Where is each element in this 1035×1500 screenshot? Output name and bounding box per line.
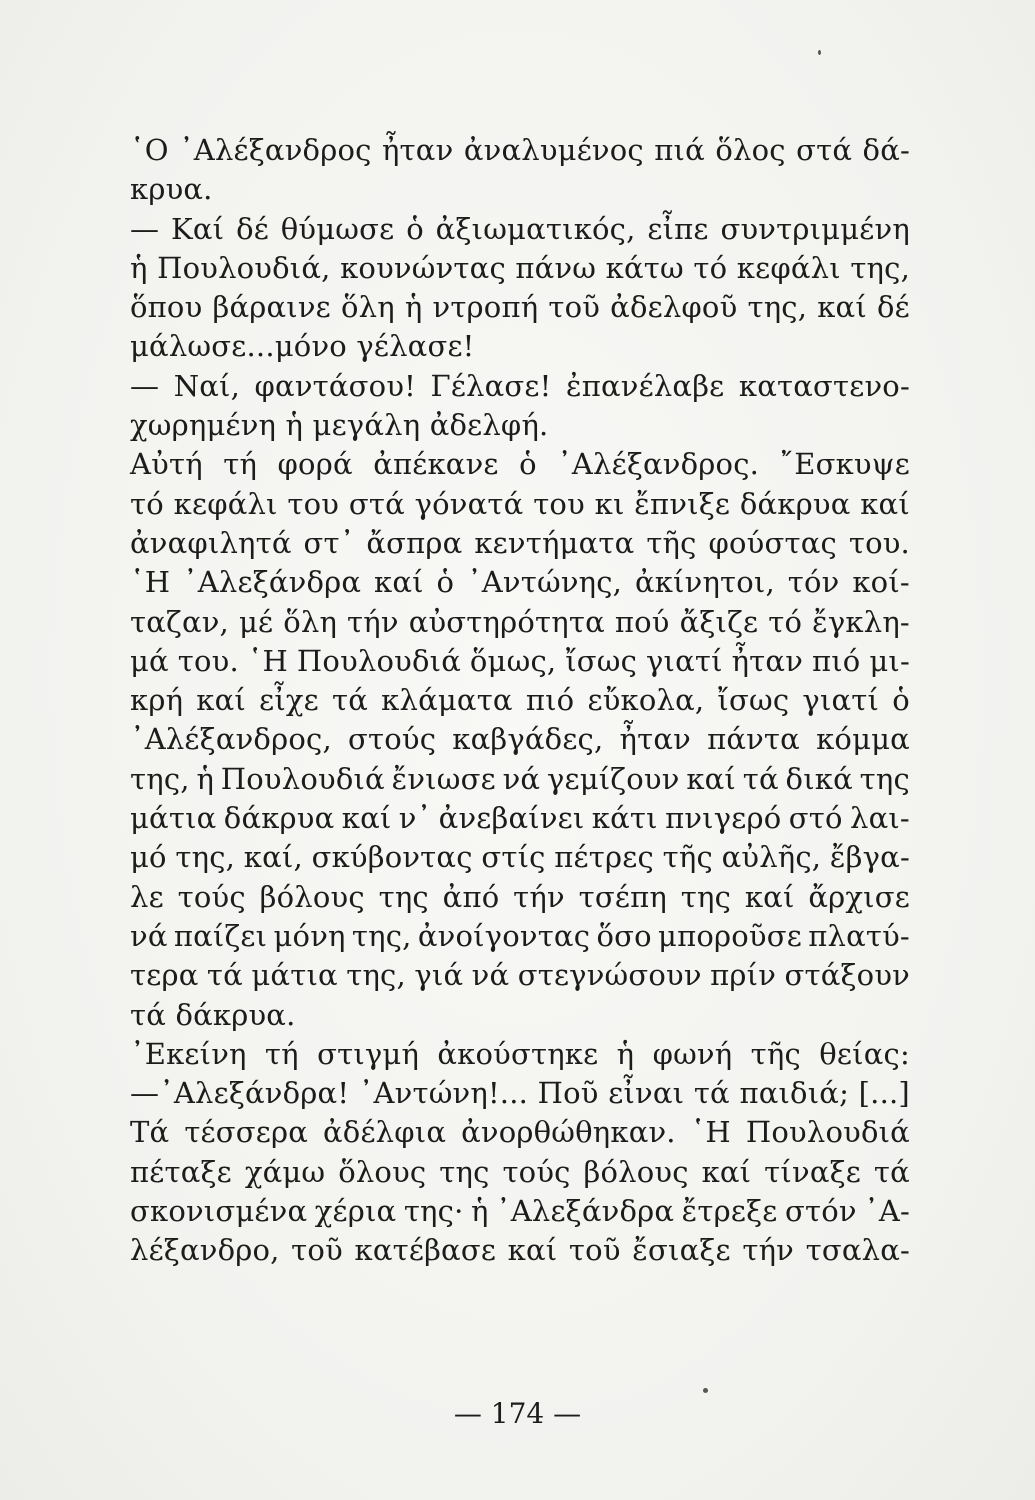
word: στ᾿ bbox=[303, 525, 355, 560]
word: ἀναλυμένος bbox=[463, 133, 644, 167]
word: σκύβοντας bbox=[311, 840, 473, 875]
word: Πουλουδιά bbox=[296, 643, 461, 678]
page-number: — 174 — bbox=[453, 1397, 582, 1430]
text-line bbox=[130, 1035, 910, 1074]
word: στάξουν bbox=[784, 958, 910, 993]
word: αὐστηρότητα bbox=[408, 604, 605, 639]
word: ἀπέκανε bbox=[373, 447, 499, 482]
word: τοῦ bbox=[568, 1233, 621, 1268]
line-text: κρυα. bbox=[130, 172, 213, 207]
word: τούς bbox=[502, 1154, 571, 1189]
word: δέ bbox=[876, 290, 910, 325]
word: τά bbox=[693, 1076, 730, 1111]
word: στίς bbox=[481, 840, 546, 875]
word: της bbox=[680, 879, 732, 914]
word: γιατί bbox=[645, 643, 723, 678]
text-line bbox=[130, 760, 910, 799]
word: πλατύ- bbox=[808, 918, 910, 953]
text-line bbox=[130, 1074, 910, 1113]
word: ὅλη bbox=[340, 290, 395, 325]
word: ᾿Αλεξάνδρα bbox=[183, 565, 362, 600]
word: τά bbox=[332, 683, 369, 718]
word: ἄρχισε bbox=[808, 879, 910, 914]
word: μι- bbox=[869, 643, 910, 678]
word: κεφάλι bbox=[736, 250, 841, 285]
text-line bbox=[130, 720, 910, 759]
word: ἀκούστηκε bbox=[437, 1036, 599, 1071]
text-line bbox=[130, 563, 910, 602]
word: στά bbox=[348, 486, 405, 521]
word: της, bbox=[850, 250, 910, 285]
word: βόλους bbox=[583, 1154, 689, 1189]
word: ταζαν, bbox=[130, 604, 229, 639]
word: τό bbox=[768, 604, 803, 639]
word: τά bbox=[206, 958, 243, 993]
word: συντριμμένη bbox=[720, 211, 910, 246]
text-line bbox=[130, 131, 910, 170]
word: καταστενο- bbox=[738, 368, 910, 403]
word: εὔκολα, bbox=[587, 683, 705, 718]
word: ῾Η bbox=[247, 643, 289, 678]
word: χάμω bbox=[244, 1154, 326, 1189]
word: ὁ bbox=[436, 565, 455, 600]
word: της, bbox=[747, 290, 808, 325]
text-line bbox=[130, 956, 910, 995]
word: ᾿Αντώνη!... bbox=[358, 1076, 529, 1111]
word: δάκρυα bbox=[223, 801, 335, 836]
word: πού bbox=[614, 604, 670, 639]
word: Πουλουδιά bbox=[220, 761, 385, 796]
word: βόλους bbox=[259, 879, 365, 914]
word: ἦταν bbox=[381, 133, 454, 167]
word: της, bbox=[351, 918, 412, 953]
word: νά bbox=[502, 761, 541, 796]
word: του bbox=[533, 486, 585, 521]
word: καί bbox=[817, 290, 867, 325]
word: ἀναφιλητά bbox=[130, 525, 292, 560]
word: καί, bbox=[243, 840, 303, 875]
word: στά bbox=[796, 133, 853, 167]
line-text: τά δάκρυα. bbox=[130, 997, 296, 1032]
word: τήν bbox=[347, 604, 399, 639]
word: ἡ bbox=[616, 1036, 635, 1071]
word: ᾿Εκείνη bbox=[130, 1036, 247, 1071]
text-line bbox=[130, 603, 910, 642]
word: Τά bbox=[130, 1115, 170, 1150]
text-line bbox=[130, 249, 910, 288]
word: ᾿Αλεξάνδρα bbox=[496, 1194, 675, 1229]
word: εἶπε bbox=[647, 211, 709, 246]
word: ὅλους bbox=[338, 1154, 427, 1189]
word: ἡ bbox=[130, 250, 148, 285]
print-speck bbox=[703, 1388, 708, 1393]
word: ᾿Αλέξανδρος bbox=[179, 133, 372, 167]
word: παίζει bbox=[173, 918, 268, 953]
word: φωνή bbox=[652, 1036, 733, 1071]
word: κόμμα bbox=[816, 722, 910, 757]
word: τά bbox=[873, 1154, 910, 1189]
word: κοί- bbox=[852, 565, 910, 600]
word: ὁ bbox=[519, 447, 537, 482]
text-line bbox=[130, 1231, 910, 1270]
word: λε bbox=[130, 879, 164, 914]
word: ἀκίνητοι, bbox=[634, 565, 775, 600]
word: ἀξιωματικός, bbox=[435, 211, 636, 246]
word: κεφάλι bbox=[173, 486, 278, 521]
text-line bbox=[130, 996, 910, 1035]
word: ὁ bbox=[406, 211, 424, 246]
text-line bbox=[130, 1113, 910, 1152]
word: καί bbox=[341, 801, 392, 836]
text-line bbox=[130, 524, 910, 563]
word: Πουλουδιά, bbox=[157, 250, 331, 285]
word: χέρια bbox=[314, 1194, 397, 1229]
word: πιό bbox=[811, 643, 861, 678]
word: της bbox=[378, 879, 429, 914]
text-line bbox=[130, 681, 910, 720]
word: γιά bbox=[414, 958, 464, 993]
word: τίναξε bbox=[764, 1154, 861, 1189]
word: ἔγκλη- bbox=[812, 604, 910, 639]
word: μάτια bbox=[251, 958, 338, 993]
text-line bbox=[130, 799, 910, 838]
word: Αὐτή bbox=[130, 447, 203, 482]
word: στούς bbox=[347, 722, 437, 757]
word: κάτω bbox=[605, 250, 684, 285]
word: κουνώντας bbox=[340, 250, 506, 285]
word: ᾿Αλέξανδρος, bbox=[130, 722, 332, 757]
word: ᾿Α- bbox=[864, 1194, 910, 1229]
word: ῎Εσκυψε bbox=[779, 447, 910, 482]
word: Καί bbox=[171, 211, 225, 246]
word: δάκρυα bbox=[739, 486, 851, 521]
word: κατέβασε bbox=[354, 1233, 497, 1268]
word: του. bbox=[177, 643, 239, 678]
word: ἔβγα- bbox=[829, 840, 910, 875]
word: ἔπνιξε bbox=[634, 486, 731, 521]
word: ἦταν bbox=[619, 722, 691, 757]
word: ῾Ο bbox=[130, 133, 169, 167]
word: γεμίζουν bbox=[546, 761, 680, 796]
text-line bbox=[130, 210, 910, 249]
word: τό bbox=[130, 486, 164, 521]
word: της, bbox=[346, 958, 406, 993]
word: βάραινε bbox=[212, 290, 331, 325]
word: εἶχε bbox=[259, 683, 319, 718]
print-speck bbox=[818, 50, 821, 55]
word: νά bbox=[471, 958, 510, 993]
word: Ναί, bbox=[173, 368, 241, 403]
word: τή bbox=[264, 1036, 299, 1071]
word: τέσσερα bbox=[184, 1115, 309, 1150]
word: ῾Η bbox=[130, 565, 171, 600]
word: ἀδελφοῦ bbox=[610, 290, 738, 325]
word: — bbox=[130, 368, 160, 403]
body-text bbox=[130, 131, 910, 1271]
word: κεντήματα bbox=[474, 525, 635, 560]
word: καβγάδες, bbox=[452, 722, 604, 757]
word: λέξανδρο, bbox=[130, 1233, 280, 1268]
word: νά bbox=[130, 918, 168, 953]
word: πάνω bbox=[515, 250, 597, 285]
word: τήν bbox=[513, 879, 565, 914]
word: θείας: bbox=[819, 1036, 910, 1071]
word: της bbox=[439, 1154, 490, 1189]
word: παιδιά; bbox=[739, 1076, 850, 1111]
word: — bbox=[130, 211, 160, 246]
word: τῆς bbox=[662, 840, 713, 875]
word: δικά bbox=[785, 761, 853, 796]
word: τοῦ bbox=[291, 1233, 343, 1268]
word: σκονισμένα bbox=[130, 1194, 308, 1229]
word: ἀπό bbox=[442, 879, 500, 914]
word: ἴσως bbox=[565, 643, 638, 678]
text-line bbox=[130, 878, 910, 917]
word: μάτια bbox=[130, 801, 217, 836]
word: φαντάσου! bbox=[254, 368, 417, 403]
text-line bbox=[130, 838, 910, 877]
word: τόν bbox=[787, 565, 840, 600]
word: ὅμως, bbox=[469, 643, 557, 678]
text-line bbox=[130, 485, 910, 524]
word: του. bbox=[848, 525, 910, 560]
word: μέ bbox=[238, 604, 274, 639]
word: πέτρες bbox=[554, 840, 654, 875]
word: ἐπανέλαβε bbox=[565, 368, 725, 403]
word: στεγνώσουν bbox=[517, 958, 702, 993]
word: εἶναι bbox=[608, 1076, 685, 1111]
word: καί bbox=[374, 565, 424, 600]
word: ἀδέλφια bbox=[323, 1115, 447, 1150]
word: ἔσιαξε bbox=[632, 1233, 731, 1268]
word: τῆς bbox=[750, 1036, 801, 1071]
word: ντροπή bbox=[432, 290, 539, 325]
word: τό bbox=[693, 250, 728, 285]
word: κι bbox=[594, 486, 625, 521]
word: καί bbox=[860, 486, 910, 521]
text-line bbox=[130, 1192, 910, 1231]
word: Γέλασε! bbox=[430, 368, 552, 403]
word: λαι- bbox=[850, 801, 910, 836]
line-text: μάλωσε...μόνο γέλασε! bbox=[130, 329, 475, 364]
text-line bbox=[130, 367, 910, 406]
word: ἡ bbox=[470, 1194, 489, 1229]
word: καί bbox=[744, 879, 795, 914]
word: καί bbox=[196, 683, 246, 718]
word: ᾿Αλέξανδρος. bbox=[557, 447, 760, 482]
word: ὅλη bbox=[283, 604, 338, 639]
word: κλάματα bbox=[381, 683, 513, 718]
word: καί bbox=[507, 1233, 558, 1268]
word: πέταξε bbox=[130, 1154, 232, 1189]
word: ὅλος bbox=[715, 133, 786, 167]
word: στόν bbox=[784, 1194, 857, 1229]
text-line bbox=[130, 170, 910, 209]
text-line bbox=[130, 445, 910, 484]
word: Πουλουδιά bbox=[745, 1115, 910, 1150]
word: τσέπη bbox=[578, 879, 667, 914]
word: μά bbox=[130, 643, 169, 678]
word: ἔτρεξε bbox=[681, 1194, 778, 1229]
word: ἀνορθώθηκαν. bbox=[461, 1115, 676, 1150]
word: στό bbox=[788, 801, 843, 836]
word: θύμωσε bbox=[280, 211, 395, 246]
word: πιό bbox=[525, 683, 575, 718]
word: της, bbox=[130, 761, 190, 796]
text-line bbox=[130, 1153, 910, 1192]
word: καί bbox=[686, 761, 736, 796]
word: της bbox=[859, 761, 910, 796]
word: μποροῦσε bbox=[658, 918, 802, 953]
word: ἀνοίγοντας bbox=[417, 918, 591, 953]
word: τοῦ bbox=[548, 290, 601, 325]
text-line bbox=[130, 406, 910, 445]
word: της, bbox=[175, 840, 236, 875]
word: ὅσο bbox=[596, 918, 652, 953]
text-line bbox=[130, 288, 910, 327]
text-line bbox=[130, 917, 910, 956]
word: κάτι bbox=[591, 801, 658, 836]
word: αὐλῆς, bbox=[721, 840, 822, 875]
word: ν᾿ bbox=[398, 801, 432, 836]
word: καί bbox=[701, 1154, 752, 1189]
word: ἡ bbox=[196, 761, 215, 796]
word: τῆς bbox=[646, 525, 697, 560]
word: ἴσως bbox=[717, 683, 790, 718]
word: ἀνεβαίνει bbox=[438, 801, 585, 836]
word: τή bbox=[223, 447, 258, 482]
word: ὅπου bbox=[130, 290, 203, 325]
word: μό bbox=[130, 840, 167, 875]
word: του bbox=[287, 486, 340, 521]
word: ᾿Αντώνης, bbox=[467, 565, 623, 600]
word: ἄξιζε bbox=[679, 604, 759, 639]
word: ῾Η bbox=[690, 1115, 731, 1150]
word: πιά bbox=[654, 133, 705, 167]
text-line bbox=[130, 327, 910, 366]
word: ἔνιωσε bbox=[391, 761, 496, 796]
word: φορά bbox=[277, 447, 353, 482]
word: τά bbox=[742, 761, 779, 796]
word: πρίν bbox=[710, 958, 777, 993]
word: γόνατά bbox=[414, 486, 524, 521]
word: δά- bbox=[862, 133, 910, 167]
word: δέ bbox=[236, 211, 269, 246]
word: τερα bbox=[130, 958, 199, 993]
word: στιγμή bbox=[317, 1036, 420, 1071]
word: ὁ bbox=[892, 683, 910, 718]
word: τσαλα- bbox=[805, 1233, 910, 1268]
word: ἡ bbox=[404, 290, 423, 325]
word: πνιγερό bbox=[665, 801, 782, 836]
word: [...] bbox=[858, 1076, 910, 1111]
word: ἄσπρα bbox=[366, 525, 463, 560]
text-line bbox=[130, 642, 910, 681]
word: κρή bbox=[130, 683, 184, 718]
word: μόνη bbox=[273, 918, 346, 953]
line-text: χωρημένη ἡ μεγάλη ἀδελφή. bbox=[130, 408, 549, 443]
word: φούστας bbox=[708, 525, 837, 560]
word: γιατί bbox=[802, 683, 880, 718]
word: της· bbox=[403, 1194, 464, 1229]
word: Ποῦ bbox=[537, 1076, 599, 1111]
word: τήν bbox=[742, 1233, 795, 1268]
word: ἦταν bbox=[731, 643, 804, 678]
word: πάντα bbox=[707, 722, 800, 757]
word: τούς bbox=[177, 879, 246, 914]
word: —᾿Αλεξάνδρα! bbox=[130, 1076, 350, 1111]
